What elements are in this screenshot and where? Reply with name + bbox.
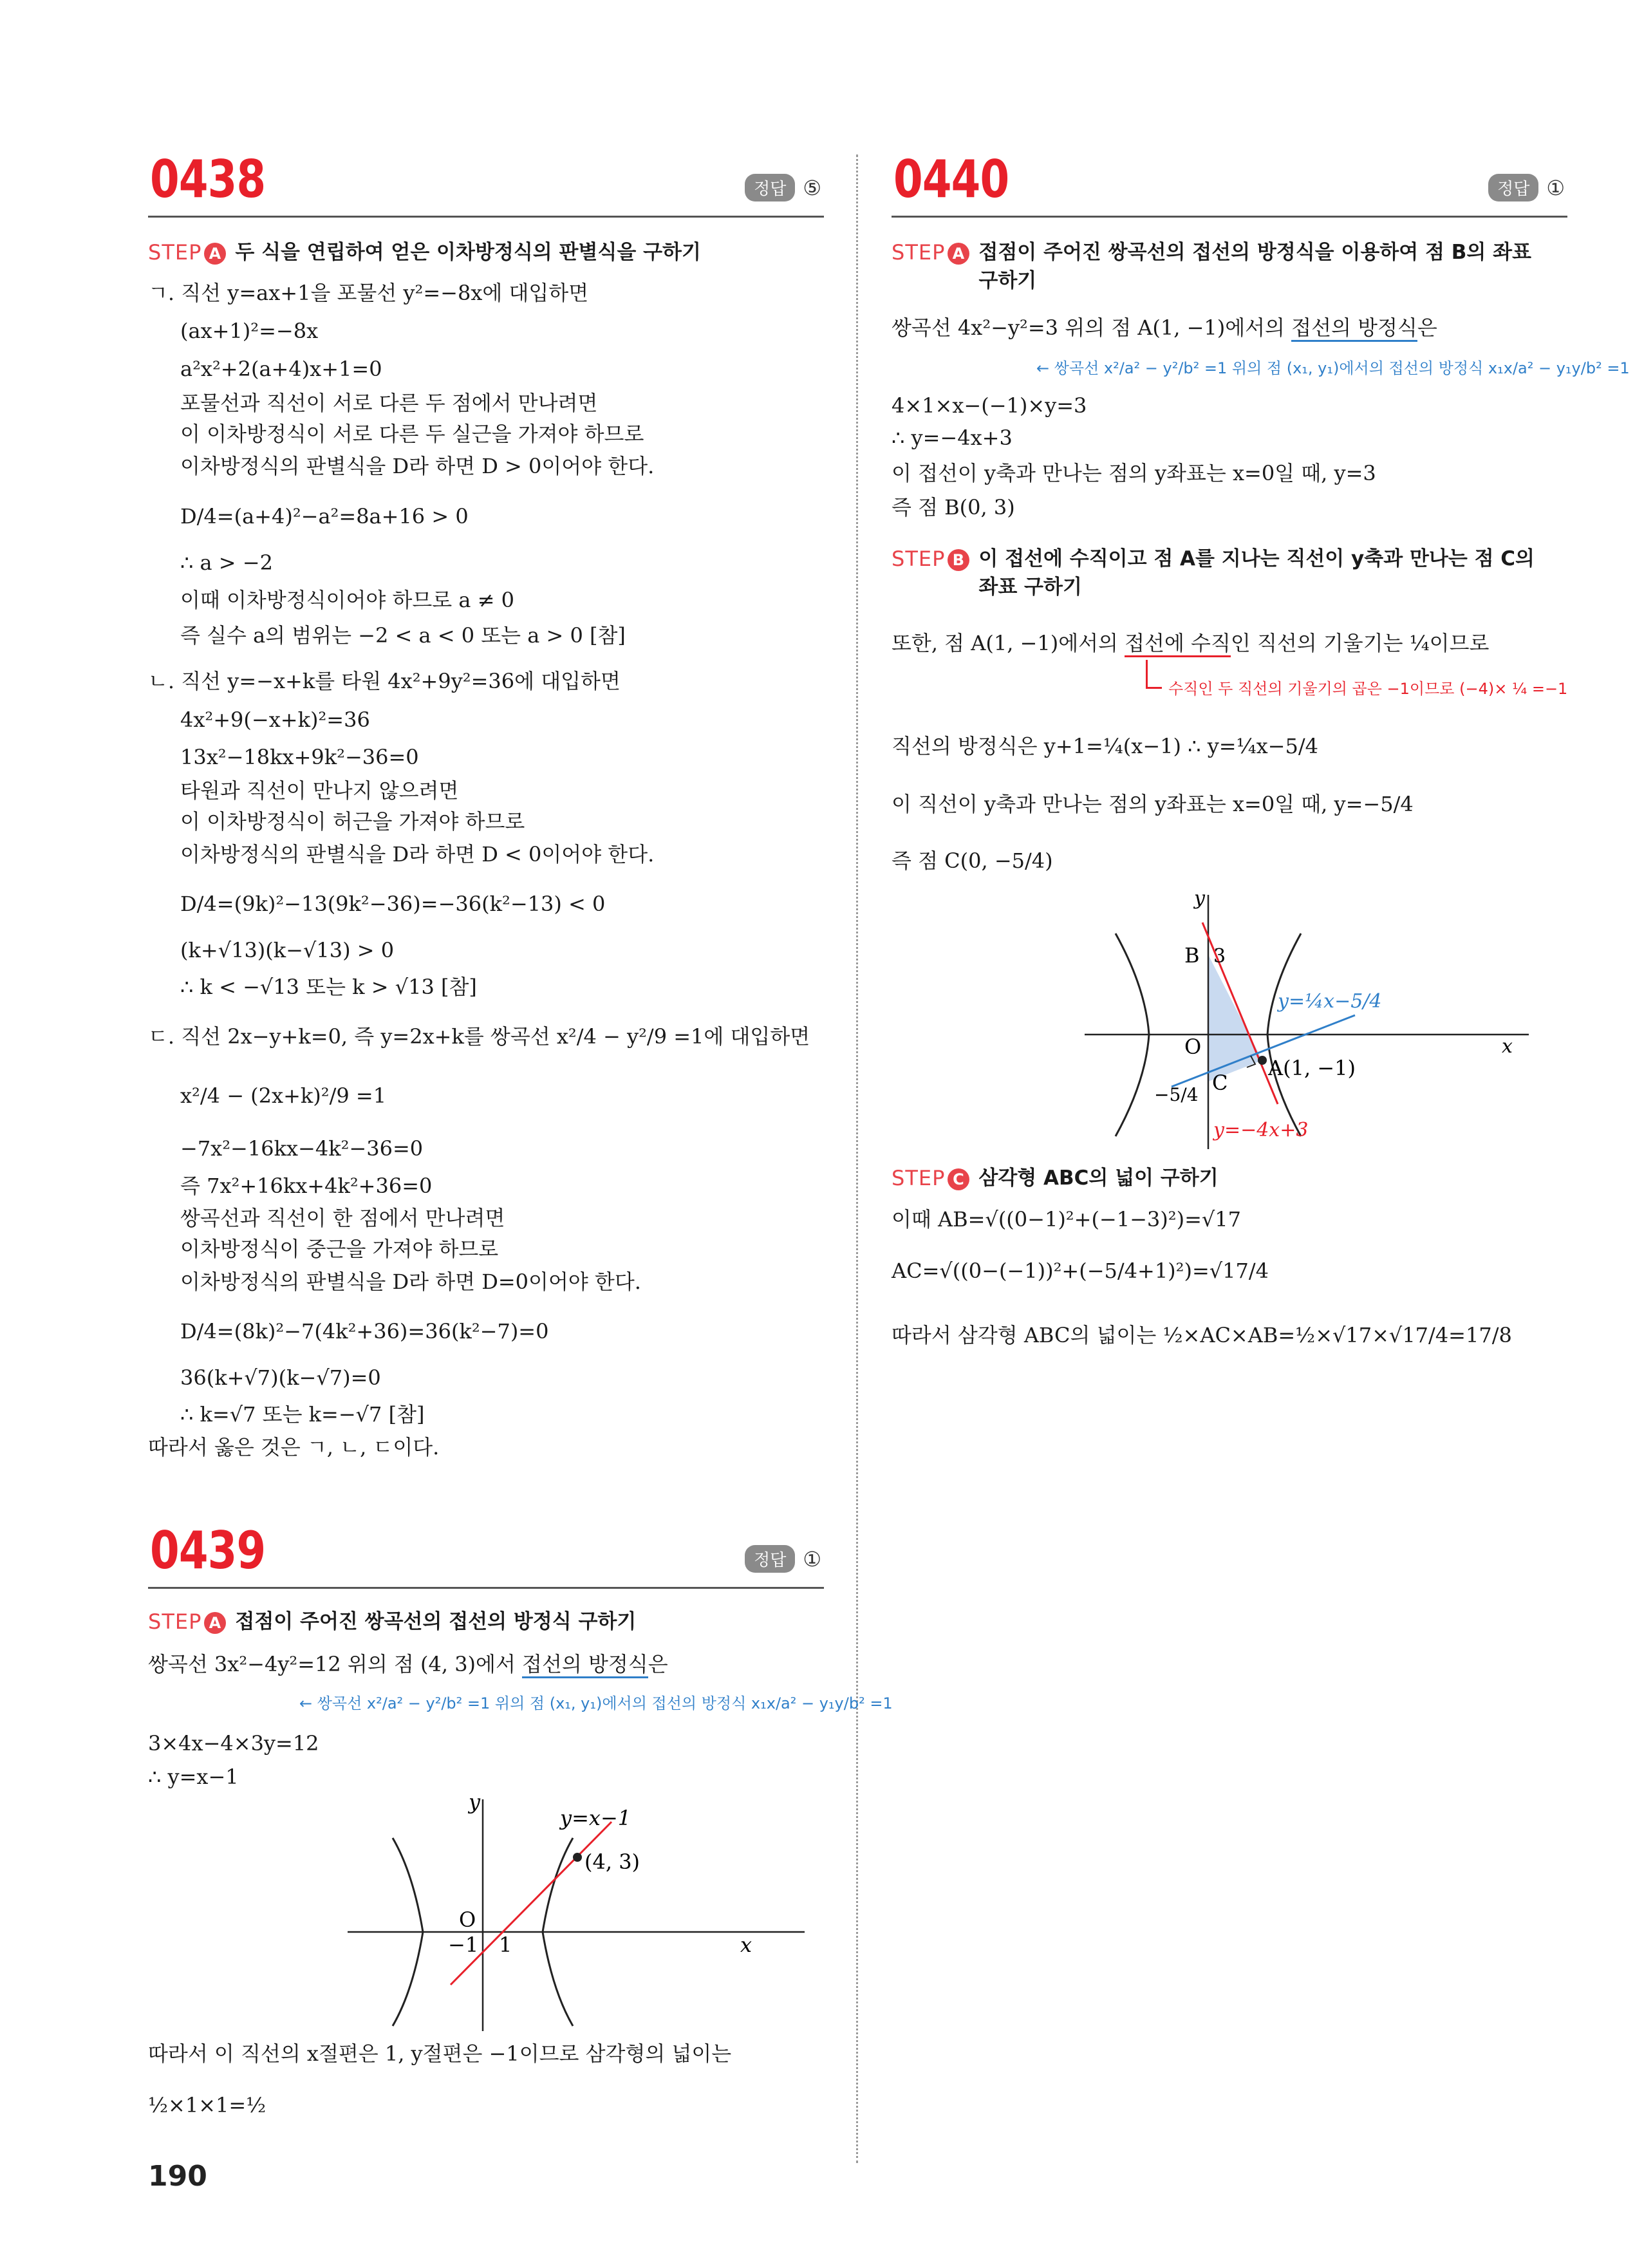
text-part: 또한, 점 A(1, −1)에서의	[892, 631, 1125, 655]
solution-line: ㄴ. 직선 y=−x+k를 타원 4x²+9y²=36에 대입하면	[148, 669, 621, 693]
text-part: 인 직선의 기울기는 ¼이므로	[1230, 631, 1490, 655]
problem-header-0439	[148, 1516, 824, 1589]
solution-line: 이 접선이 y축과 만나는 점의 y좌표는 x=0일 때, y=3	[892, 461, 1376, 485]
solution-line: 즉 실수 a의 범위는 −2 < a < 0 또는 a > 0 [참]	[180, 623, 626, 648]
solution-line: x²/4 − (2x+k)²/9 =1	[180, 1083, 387, 1108]
x-axis-label: x	[1502, 1035, 1513, 1058]
step-title: 삼각형 ABC의 넓이 구하기	[978, 1167, 1219, 1190]
underlined-term: 접선의 방정식	[1291, 315, 1417, 342]
answer-tag: 정답	[745, 1545, 795, 1573]
tangent-point	[573, 1853, 582, 1862]
point-b-label: B	[1184, 943, 1200, 968]
solution-line: (ax+1)²=−8x	[180, 319, 319, 343]
problem-number: 0440	[893, 149, 1009, 209]
line-label: y=x−1	[560, 1806, 631, 1830]
solution-line: ½×1×1=½	[148, 2093, 266, 2117]
point-a	[1258, 1056, 1267, 1065]
text-part: 은	[1417, 315, 1437, 340]
step-a-0440	[892, 238, 1531, 295]
solution-line: 따라서 삼각형 ABC의 넓이는 ½×AC×AB=½×√17×√17/4=17/8	[892, 1323, 1512, 1347]
y-axis-label: y	[469, 1796, 481, 1814]
step-c-0440	[892, 1164, 1219, 1192]
solution-line: 이차방정식의 판별식을 D라 하면 D > 0이어야 한다.	[180, 454, 655, 478]
solution-line: 이차방정식의 판별식을 D라 하면 D < 0이어야 한다.	[180, 842, 655, 867]
step-label: STEP	[892, 547, 946, 571]
step-title: 접점이 주어진 쌍곡선의 접선의 방정식을 이용하여 점 B의 좌표	[978, 241, 1531, 264]
perpendicular-note: 수직인 두 직선의 기울기의 곱은 −1이므로 (−4)× ¼ =−1	[1168, 680, 1568, 698]
solution-line: 36(k+√7)(k−√7)=0	[180, 1365, 381, 1390]
note-connector	[1146, 660, 1162, 689]
right-column	[892, 0, 1630, 2268]
answer-value: ⑤	[803, 175, 821, 200]
solution-line: D/4=(a+4)²−a²=8a+16 > 0	[180, 504, 469, 529]
step-letter-badge: A	[204, 243, 226, 265]
underlined-term: 접선의 방정식	[522, 1652, 648, 1678]
answer-tag: 정답	[1488, 174, 1538, 201]
step-title-cont: 구하기	[978, 269, 1037, 292]
solution-line: 이차방정식의 판별식을 D라 하면 D=0이어야 한다.	[180, 1270, 641, 1294]
left-column	[148, 0, 893, 2268]
solution-line: 직선의 방정식은 y+1=¼(x−1) ∴ y=¼x−5/4	[892, 734, 1318, 758]
x-axis-label: x	[740, 1933, 752, 1957]
tangent-line	[451, 1822, 612, 1985]
solution-line: −7x²−16kx−4k²−36=0	[180, 1136, 424, 1161]
solution-line: 이차방정식이 중근을 가져야 하므로	[180, 1237, 499, 1261]
step-label: STEP	[892, 1166, 946, 1190]
page-number: 190	[148, 2160, 207, 2193]
step-a-0438	[148, 238, 701, 267]
solution-line: 타원과 직선이 만나지 않으려면	[180, 778, 459, 803]
formula-note: ← 쌍곡선 x²/a² − y²/b² =1 위의 점 (x₁, y₁)에서의 접선의 방정식 x₁x/a² − y₁y/b² =1	[299, 1694, 893, 1712]
solution-line: AC=√((0−(−1))²+(−5/4+1)²)=√17/4	[892, 1259, 1269, 1283]
point-b-value: 3	[1213, 945, 1226, 968]
point-c-value: −5/4	[1154, 1084, 1199, 1105]
graph-0439	[341, 1796, 805, 2034]
step-letter-badge: B	[948, 549, 969, 571]
text-part: 은	[648, 1652, 668, 1676]
solution-line: 이 이차방정식이 허근을 가져야 하므로	[180, 809, 525, 834]
step-letter-badge: A	[204, 1612, 226, 1634]
solution-line: ∴ y=x−1	[148, 1765, 239, 1789]
solution-line: 이 이차방정식이 서로 다른 두 실근을 가져야 하므로	[180, 422, 644, 446]
solution-line	[892, 629, 1489, 657]
solution-line: a²x²+2(a+4)x+1=0	[180, 357, 382, 381]
problem-number: 0439	[150, 1521, 266, 1580]
solution-line: D/4=(9k)²−13(9k²−36)=−36(k²−13) < 0	[180, 892, 606, 916]
answer-tag: 정답	[745, 174, 795, 201]
x-intercept-label: 1	[499, 1933, 512, 1957]
step-title: 두 식을 연립하여 얻은 이차방정식의 판별식을 구하기	[235, 241, 701, 264]
answer-badge	[1488, 174, 1565, 201]
step-letter-badge: C	[948, 1168, 969, 1190]
graph-0440	[1085, 892, 1535, 1156]
solution-line: 이때 AB=√((0−1)²+(−1−3)²)=√17	[892, 1207, 1241, 1232]
step-a-0439	[148, 1607, 636, 1636]
step-title: 접점이 주어진 쌍곡선의 접선의 방정식 구하기	[235, 1610, 637, 1633]
answer-value: ①	[803, 1546, 821, 1571]
point-a-label: A(1, −1)	[1268, 1056, 1356, 1080]
step-letter-badge: A	[948, 243, 969, 265]
solution-line: D/4=(8k)²−7(4k²+36)=36(k²−7)=0	[180, 1319, 549, 1344]
solution-line: 즉 점 C(0, −5/4)	[892, 848, 1053, 873]
problem-header-0438	[148, 145, 824, 218]
solution-line: (k+√13)(k−√13) > 0	[180, 938, 395, 962]
solution-line: 쌍곡선과 직선이 한 점에서 만나려면	[180, 1206, 505, 1230]
solution-line: 이 직선이 y축과 만나는 점의 y좌표는 x=0일 때, y=−5/4	[892, 792, 1414, 816]
solution-line: ∴ y=−4x+3	[892, 426, 1013, 450]
problem-header-0440	[892, 145, 1567, 218]
solution-line	[892, 314, 1437, 342]
solution-line: ㄱ. 직선 y=ax+1을 포물선 y²=−8x에 대입하면	[148, 281, 589, 305]
text-part: 쌍곡선 3x²−4y²=12 위의 점 (4, 3)에서	[148, 1652, 523, 1676]
underlined-term: 접선에 수직	[1125, 631, 1231, 657]
problem-number: 0438	[150, 149, 266, 209]
solution-line	[148, 1650, 668, 1678]
solution-line: 이때 이차방정식이어야 하므로 a ≠ 0	[180, 588, 514, 612]
origin-label: O	[1184, 1035, 1202, 1059]
point-c-label: C	[1212, 1071, 1228, 1095]
solution-line: ∴ k < −√13 또는 k > √13 [참]	[180, 975, 477, 999]
solution-line: 포물선과 직선이 서로 다른 두 점에서 만나려면	[180, 391, 598, 415]
solution-line: ∴ k=√7 또는 k=−√7 [참]	[180, 1402, 425, 1427]
answer-badge	[745, 1545, 821, 1573]
solution-line: 즉 7x²+16kx+4k²+36=0	[180, 1174, 433, 1198]
solution-line: 13x²−18kx+9k²−36=0	[180, 745, 419, 769]
solution-line: 즉 점 B(0, 3)	[892, 495, 1015, 520]
step-label: STEP	[892, 240, 946, 265]
step-label: STEP	[148, 240, 202, 265]
blue-line-label: y=¼x−5/4	[1278, 990, 1382, 1013]
text-part: 쌍곡선 4x²−y²=3 위의 점 A(1, −1)에서의	[892, 315, 1292, 340]
step-label: STEP	[148, 1609, 202, 1634]
solution-line: ㄷ. 직선 2x−y+k=0, 즉 y=2x+k를 쌍곡선 x²/4 − y²/9 =1에 대입하면	[148, 1024, 810, 1049]
origin-label: O	[459, 1907, 476, 1932]
solution-line: 따라서 옳은 것은 ㄱ, ㄴ, ㄷ이다.	[148, 1435, 440, 1459]
step-b-0440	[892, 545, 1535, 601]
solution-line: ∴ a > −2	[180, 550, 273, 575]
answer-value: ①	[1546, 175, 1565, 200]
point-label: (4, 3)	[584, 1850, 640, 1874]
step-title: 이 접선에 수직이고 점 A를 지나는 직선이 y축과 만나는 점 C의	[978, 547, 1535, 570]
solution-line: 3×4x−4×3y=12	[148, 1731, 319, 1756]
solution-line: 4×1×x−(−1)×y=3	[892, 393, 1087, 418]
y-intercept-label: −1	[448, 1933, 479, 1957]
formula-note: ← 쌍곡선 x²/a² − y²/b² =1 위의 점 (x₁, y₁)에서의 접선의 방정식 x₁x/a² − y₁y/b² =1	[1036, 359, 1630, 377]
solution-line: 따라서 이 직선의 x절편은 1, y절편은 −1이므로 삼각형의 넓이는	[148, 2041, 732, 2066]
column-divider	[856, 155, 858, 2163]
step-title-cont: 좌표 구하기	[978, 576, 1082, 599]
red-line-label: y=−4x+3	[1213, 1119, 1309, 1141]
answer-badge	[745, 174, 821, 201]
solution-line: 4x²+9(−x+k)²=36	[180, 708, 370, 732]
y-axis-label: y	[1194, 892, 1205, 910]
